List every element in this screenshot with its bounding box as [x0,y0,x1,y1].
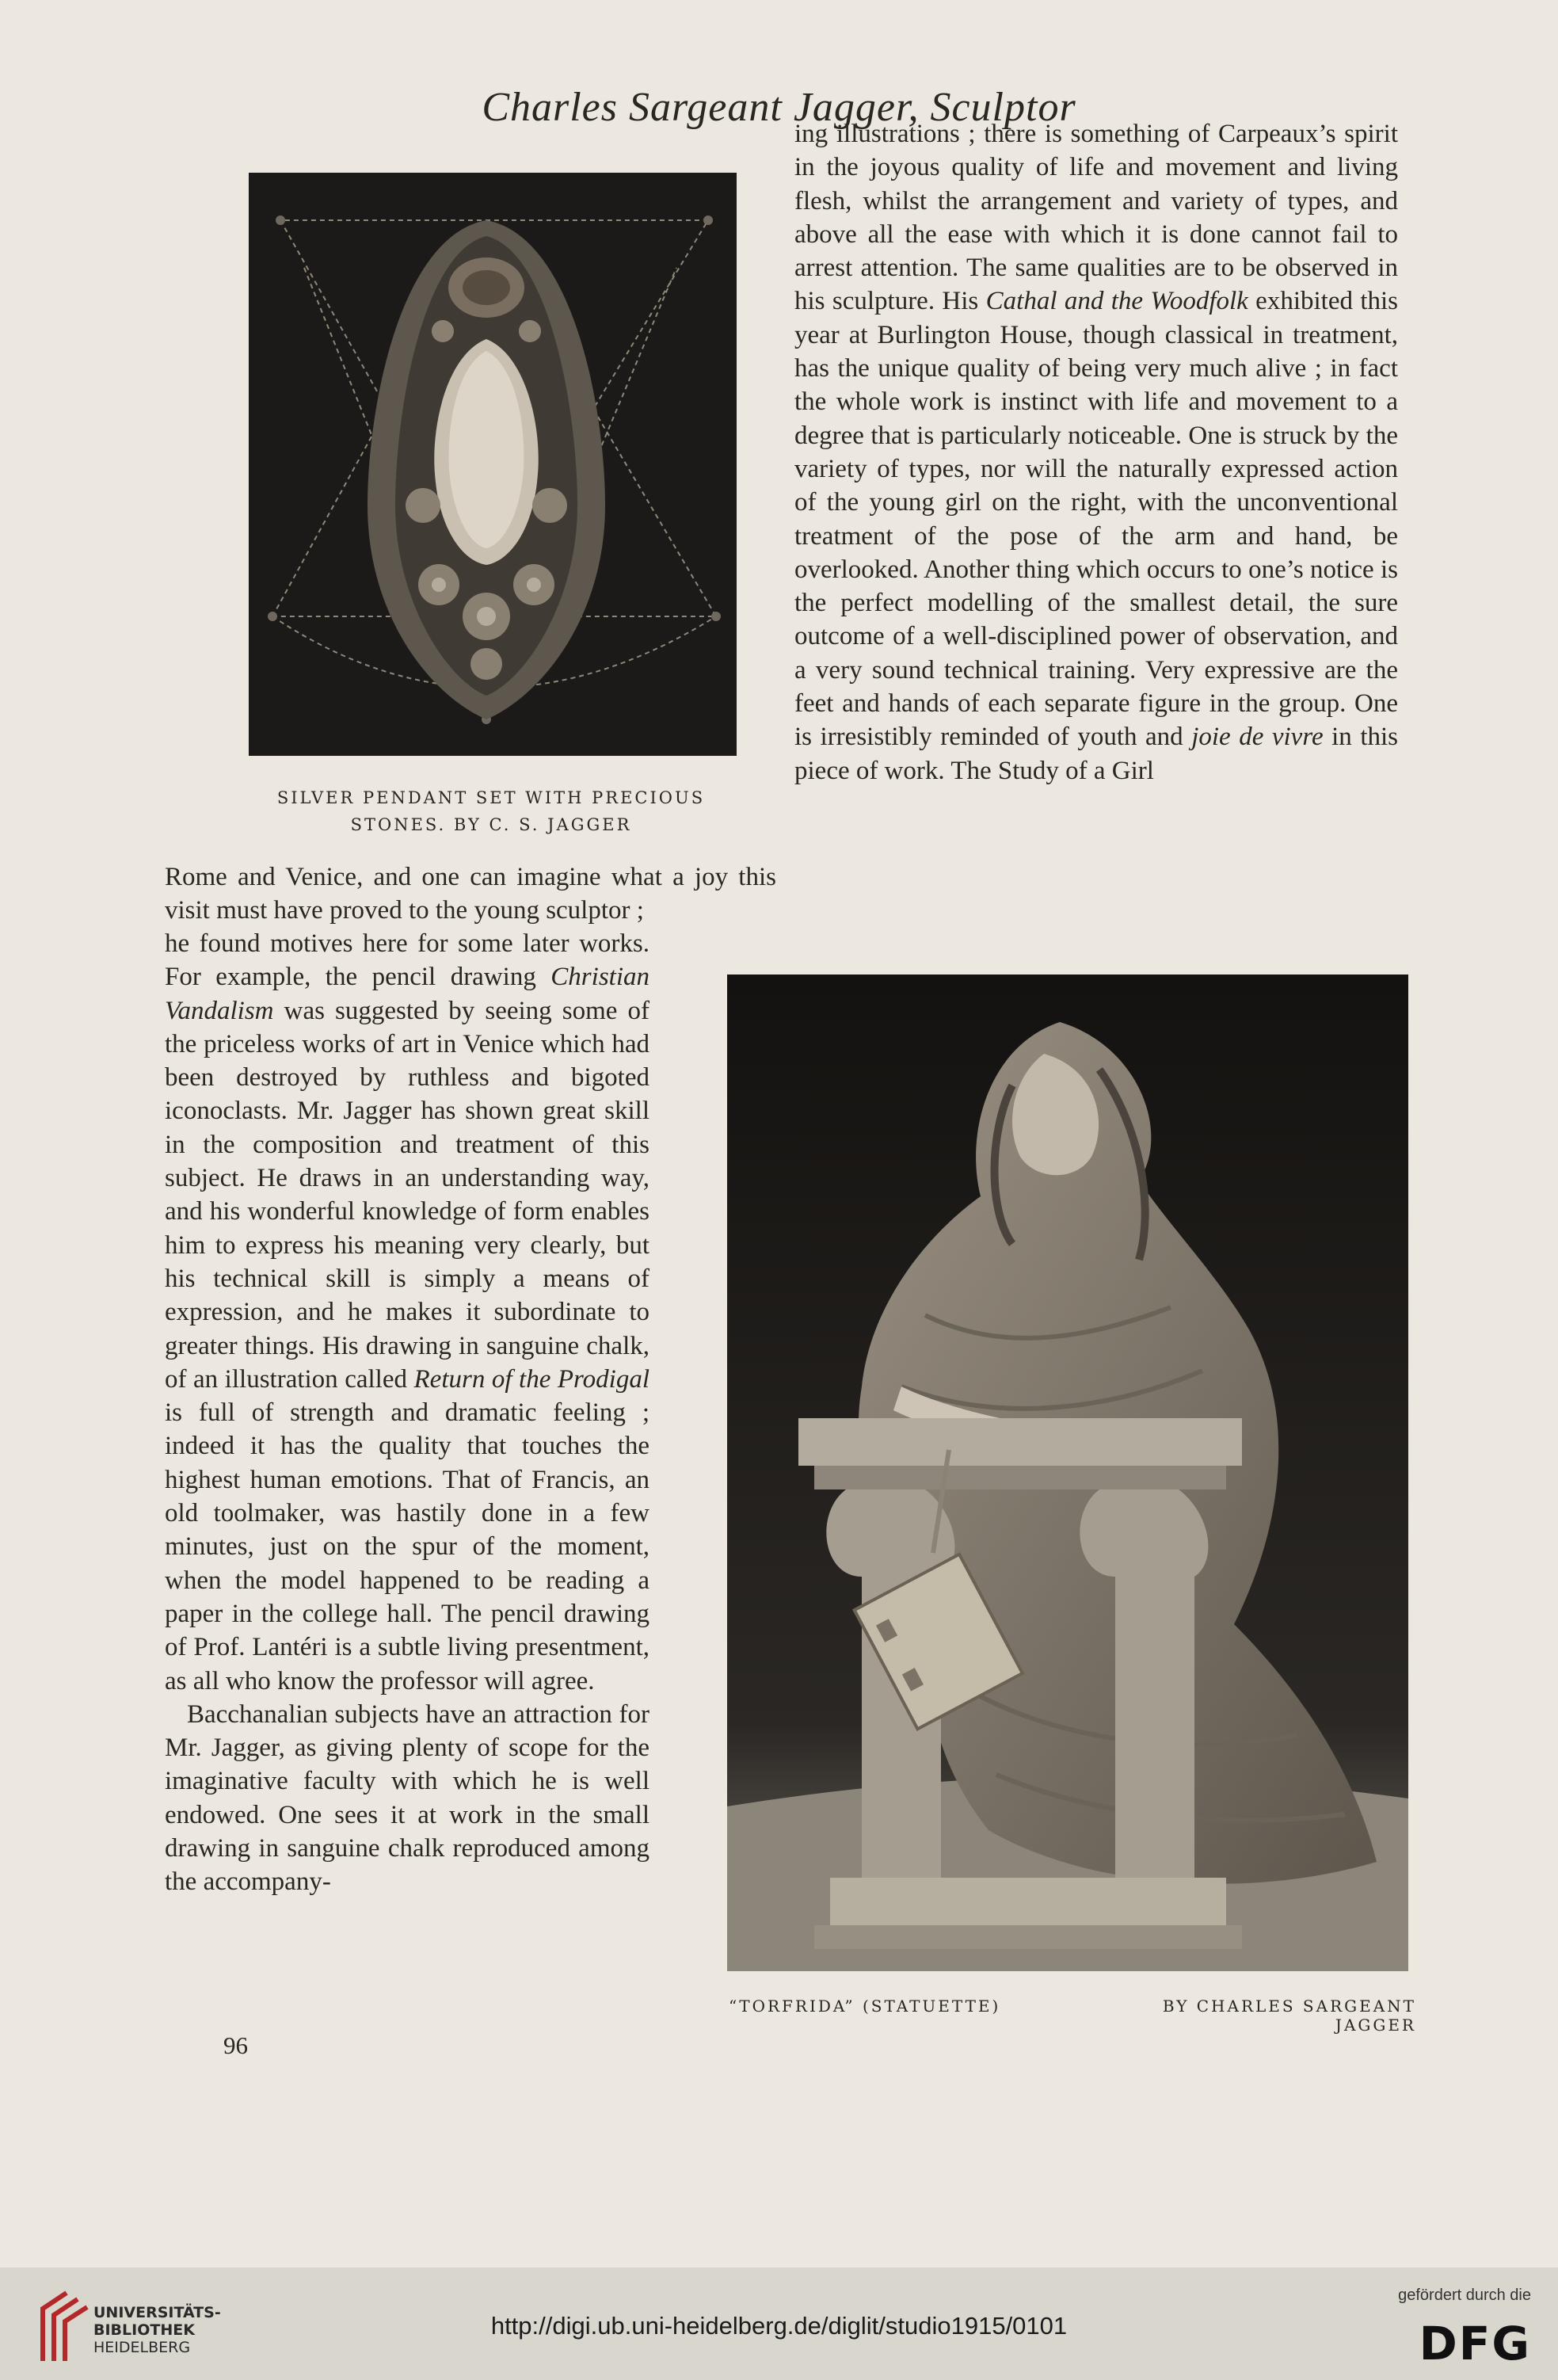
work-title-cathal: Cathal and the Woodfolk [985,287,1248,316]
page-number: 96 [223,2031,248,2059]
torfrida-photo [727,975,1408,1971]
torfrida-caption-credit: BY CHARLES SARGEANT JAGGER [1162,1997,1416,2035]
running-title: Charles Sargeant Jagger, Sculptor [482,85,1076,130]
work-title-christian-vandalism: Christian Vandalism [165,963,649,1025]
dfg-logo: DFG [1419,2317,1531,2370]
permalink-url[interactable]: http://digi.ub.uni-heidelberg.de/diglit/studio1915/0101 [490,2312,1068,2340]
pendant-caption-line-1: SILVER PENDANT SET WITH PRECIOUS [276,788,706,807]
library-name: UNIVERSITÄTS- BIBLIOTHEK HEIDELBERG [93,2304,221,2356]
funder-label: gefördert durch die [1398,2287,1531,2304]
pendant-caption-line-2: STONES. BY C. S. JAGGER [350,815,632,834]
left-column-text [165,927,649,1899]
left-column-paragraph-2: Bacchanalian subjects have an attraction for Mr. Jagger, as giving plenty of scope for the imaginative faculty with which he is well endowed. One sees it at work in the small drawing in sanguine chalk reproduced among the accompany- [165,1699,649,1897]
work-title-return-of-the-prodigal: Return of the Prodigal [413,1364,650,1394]
pendant-caption [238,784,745,838]
left-column-opening-text: Rome and Venice, and one can imagine what a joy this visit must have proved to the young sculptor ; [165,863,776,925]
torfrida-caption-title: “TORFRIDA” (STATUETTE) [729,1997,1001,2016]
right-column-paragraph: ing illustrations ; there is something of Carpeaux’s spirit in the joyous quality of life and movement and living flesh, whilst the arrangement and variety of types, and above all the ease with which it is done cannot fail to arrest attention. The same qualities are to be observed in his sculpture. His Cathal and the Woodfolk exhibited this year at Burlington House, though classical in treatment, has the unique quality of being very much alive ; in fact the whole work is instinct with life and movement to a degree that is particularly noticeable. One is struck by the variety of types, nor will the naturally expressed action of the young girl on the right, with the unconventional treatment of the pose of the arm and hand, be overlooked. Another thing which occurs to one’s notice is the perfect modelling of the smallest detail, the sure outcome of a well-disciplined power of observation, and a very sound technical training. Very expressive are the feet and hands of each separate figure in the group. One is irresistibly reminded of youth and joie de vivre in this piece of work. The Study of a Girl [794,120,1398,785]
right-column-text [794,117,1398,788]
digitization-footer [0,2267,1558,2380]
left-column-paragraph-1: he found motives here for some later works. For example, the pencil drawing Christian Vandalism was suggested by seeing some of the priceless works of art in Venice which had been destroyed by ruthless and bigoted iconoclasts. Mr. Jagger has shown great skill in the composition and treatment of this subject. He draws in an understanding way, and his wonderful knowledge of form enables him to express his meaning very clearly, but his technical skill is simply a means of expression, and he makes it subordinate to greater things. His drawing in sanguine chalk, of an illustration called Return of the Prodigal is full of strength and dramatic feeling ; indeed it has the quality that touches the highest human emotions. That of Francis, an old toolmaker, was hastily done in a few minutes, just on the spur of the moment, when the model happened to be reading a paper in the college hall. The pencil drawing of Prof. Lantéri is a subtle living presentment, as all who know the professor will agree. [165,929,650,1695]
phrase-joie-de-vivre: joie de vivre [1191,723,1324,752]
pendant-photo [249,173,737,756]
